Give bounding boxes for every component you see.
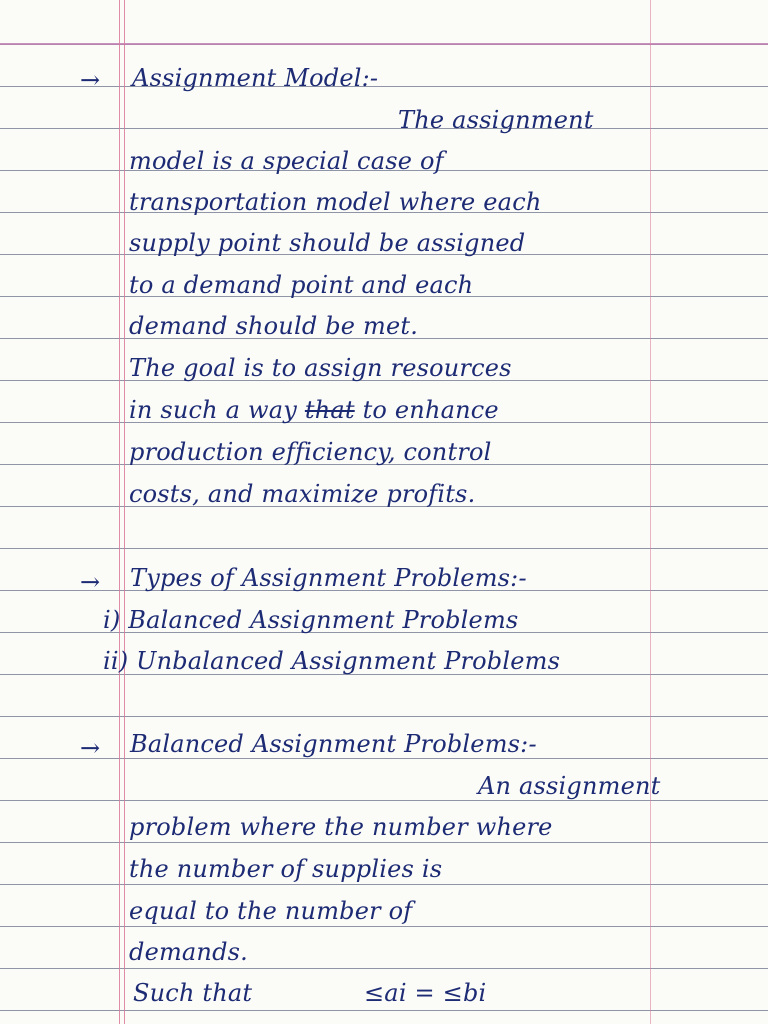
left-margin-line <box>119 0 120 1024</box>
line-text-after: to enhance <box>362 396 499 424</box>
paragraph-line: demand should be met. <box>129 312 419 340</box>
struck-word: that <box>304 396 355 424</box>
top-margin-rule <box>0 43 768 45</box>
paragraph-line: demands. <box>129 938 248 966</box>
formula-line <box>133 981 653 1009</box>
arrow-icon: → <box>80 734 101 762</box>
paragraph-line: equal to the number of <box>129 897 413 925</box>
paragraph-line: costs, and maximize profits. <box>129 480 476 508</box>
section-heading-balanced: Balanced Assignment Problems:- <box>130 730 537 758</box>
paragraph-line: production efficiency, control <box>129 438 492 466</box>
paragraph-line: to a demand point and each <box>129 271 474 299</box>
paragraph-line: transportation model where each <box>129 188 542 216</box>
line-text-before: in such a way <box>129 396 298 424</box>
list-item: i) Balanced Assignment Problems <box>103 606 519 634</box>
right-margin-line <box>650 0 651 1024</box>
arrow-icon: → <box>80 66 101 94</box>
left-margin-line-secondary <box>124 0 125 1024</box>
paragraph-line: supply point should be assigned <box>129 229 526 257</box>
paragraph-line: An assignment <box>478 772 661 800</box>
section-heading-types: Types of Assignment Problems:- <box>130 564 527 592</box>
formula-expression: ≤ai = ≤bi <box>364 979 487 1007</box>
paragraph-line: The goal is to assign resources <box>129 354 512 382</box>
list-item: ii) Unbalanced Assignment Problems <box>103 647 561 675</box>
paragraph-line: The assignment <box>398 106 594 134</box>
paragraph-line-with-strike <box>129 398 499 422</box>
paragraph-line: the number of supplies is <box>129 855 443 883</box>
arrow-icon: → <box>80 568 101 596</box>
paragraph-line: model is a special case of <box>129 147 444 175</box>
formula-prefix: Such that <box>133 979 253 1007</box>
section-heading-assignment-model: Assignment Model:- <box>132 64 379 92</box>
paragraph-line: problem where the number where <box>129 813 553 841</box>
